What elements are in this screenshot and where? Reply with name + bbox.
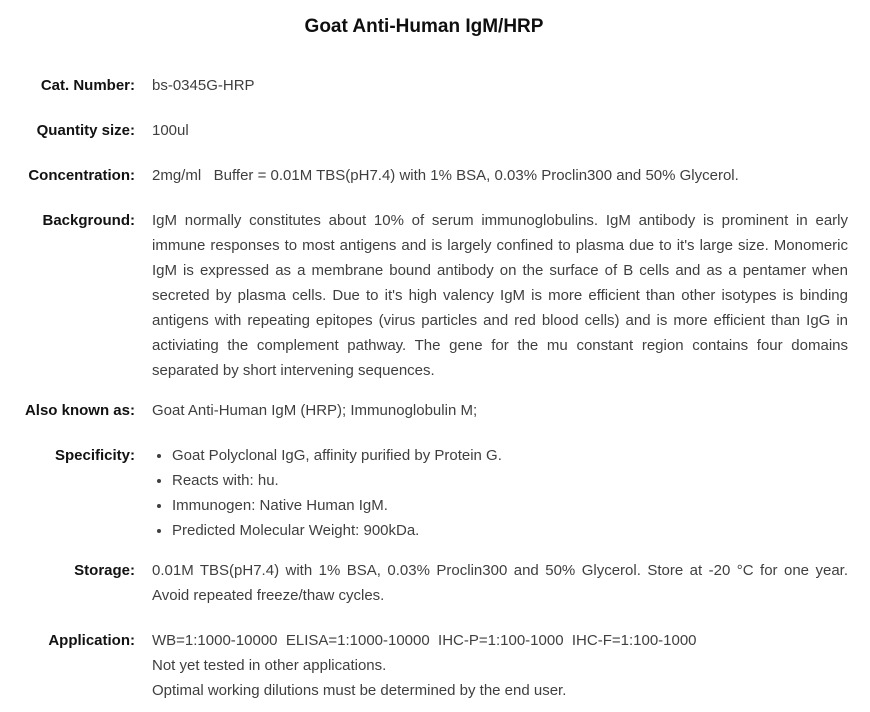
application-value [152, 628, 848, 703]
list-item: • Goat Polyclonal IgG, affinity purified by Protein G. [172, 443, 848, 468]
list-item: • Immunogen: Native Human IgM. [172, 493, 848, 518]
field-cat-number [0, 73, 848, 98]
background-label: Background: [42, 212, 135, 229]
quantity-size-value: 100ul [152, 122, 189, 139]
concentration-value: 2mg/ml Buffer = 0.01M TBS(pH7.4) with 1% BSA, 0.03% Proclin300 and 50% Glycerol. [152, 167, 739, 184]
field-specificity [0, 443, 848, 543]
specificity-list [152, 443, 848, 543]
application-label: Application: [48, 632, 135, 649]
cat-number-label: Cat. Number: [40, 77, 135, 94]
storage-label: Storage: [74, 562, 135, 579]
field-concentration [0, 163, 848, 188]
specificity-value [152, 443, 848, 543]
field-background [0, 208, 848, 383]
application-note-line: Not yet tested in other applications. [152, 657, 387, 674]
concentration-label: Concentration: [28, 167, 135, 184]
cat-number-value: bs-0345G-HRP [152, 77, 255, 94]
field-quantity-size [0, 118, 848, 143]
also-known-as-value: Goat Anti-Human IgM (HRP); Immunoglobulin M; [152, 402, 478, 419]
specificity-label: Specificity: [54, 447, 135, 464]
list-item: • Predicted Molecular Weight: 900kDa. [172, 518, 848, 543]
field-application [0, 628, 848, 703]
page-title: Goat Anti-Human IgM/HRP [304, 16, 544, 37]
application-dilutions-line: WB=1:1000-10000 ELISA=1:1000-10000 IHC-P=1:100-1000 IHC-F=1:100-1000 [152, 632, 697, 649]
list-item: • Reacts with: hu. [172, 468, 848, 493]
application-optimal-line: Optimal working dilutions must be determined by the end user. [152, 682, 567, 699]
field-also-known-as [0, 398, 848, 423]
also-known-as-label: Also known as: [24, 402, 135, 419]
quantity-size-label: Quantity size: [36, 122, 135, 139]
storage-value: 0.01M TBS(pH7.4) with 1% BSA, 0.03% Proclin300 and 50% Glycerol. Store at -20 °C for one year. Avoid repeated freeze/thaw cycles. [152, 562, 848, 604]
background-value: IgM normally constitutes about 10% of serum immunoglobulins. IgM antibody is prominent in early immune responses to most antigens and is largely confined to plasma due to it's large size. Monomeric IgM is expressed as a membrane bound antibody on the surface of B cells and as a pentamer when secreted by plasma cells. Due to it's high valency IgM is more efficient than other isotypes is binding antigens with repeating epitopes (virus particles and red blood cells) and is more efficient than IgG in activiating the complement pathway. The gene for the mu constant region contains four domains separated by short intervening sequences. [152, 212, 848, 379]
field-storage [0, 558, 848, 608]
